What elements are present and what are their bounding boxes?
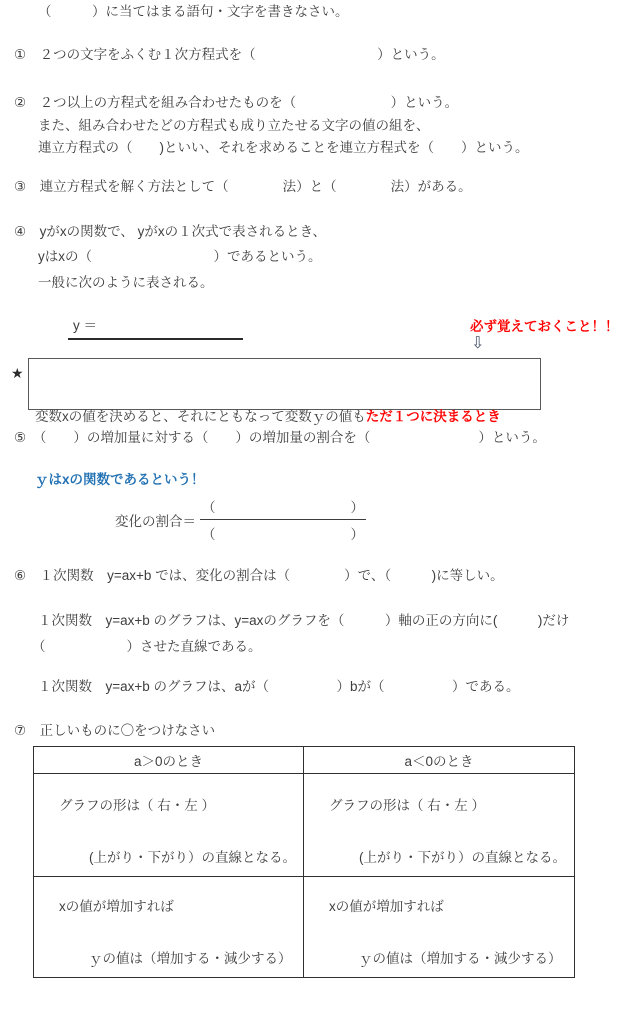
- cell-line: ｙの値は（増加する・減少する）: [89, 951, 292, 966]
- cell-line: ｙの値は（増加する・減少する）: [359, 951, 562, 966]
- question-4-line-1: ④ yがxの関数で、 yがxの１次式で表されるとき、: [14, 224, 327, 239]
- table-header-row: [34, 747, 575, 774]
- rate-of-change-label: 変化の割合＝: [115, 513, 196, 529]
- fraction-denominator: （ ）: [202, 527, 364, 542]
- cell-y-behavior-negative: [304, 877, 575, 978]
- intro-line: （ ）に当てはまる語句・文字を書きなさい。: [38, 4, 349, 19]
- question-7: ⑦ 正しいものに〇をつけなさい: [14, 723, 216, 738]
- question-5: ⑤ （ ）の増加量に対する（ ）の増加量の割合を（ ）という。: [14, 430, 546, 445]
- question-6-line-4: １次関数 y=ax+b のグラフは、aが（ ）bが（ ）である。: [38, 679, 520, 694]
- header-a-positive: a＞0のとき: [34, 747, 304, 774]
- star-icon: ★: [11, 365, 24, 381]
- question-1: ① ２つの文字をふくむ１次方程式を（ ）という。: [14, 47, 445, 62]
- cell-line: グラフの形は（ 右・左 ）: [329, 798, 486, 813]
- table-row-graph-shape: [34, 774, 575, 877]
- function-definition-line-2: ｙはxの関数であるという！: [35, 472, 205, 487]
- answer-table: [33, 746, 575, 978]
- question-4-line-2: yはxの（ ）であるという。: [38, 249, 322, 264]
- must-memorize-note: 必ず覚えておくこと！！: [470, 319, 619, 334]
- question-2-line-2: また、組み合わせたどの方程式も成り立たせる文字の値の組を、: [38, 118, 430, 133]
- question-6-line-3: （ ）させた直線である。: [32, 639, 262, 654]
- formula-y-label: y ＝: [73, 318, 98, 333]
- question-2-line-1: ② ２つ以上の方程式を組み合わせたものを（ ）という。: [14, 95, 459, 110]
- rate-of-change-formula: [115, 496, 366, 543]
- down-arrow-icon: ⇩: [471, 335, 485, 352]
- question-3: ③ 連立方程式を解く方法として（ 法）と（ 法）がある。: [14, 179, 472, 194]
- rate-of-change-fraction: [200, 496, 366, 543]
- cell-y-behavior-positive: [34, 877, 304, 978]
- table-row-y-behavior: [34, 877, 575, 978]
- question-4-line-3: 一般に次のように表される。: [38, 275, 214, 290]
- cell-line: xの値が増加すれば: [59, 899, 174, 914]
- cell-line: グラフの形は（ 右・左 ）: [59, 798, 216, 813]
- cell-line: xの値が増加すれば: [329, 899, 444, 914]
- cell-line: (上がり・下がり）の直線となる。: [89, 850, 297, 865]
- header-a-negative: a＜0のとき: [304, 747, 575, 774]
- function-definition-line-1: [35, 406, 534, 427]
- definition-black-part: 変数xの値を決めると、それにともなって変数ｙの値も: [35, 409, 366, 424]
- question-2-line-3: 連立方程式の（ )といい、それを求めることを連立方程式を（ ）という。: [38, 140, 529, 155]
- definition-red-part: ただ１つに決まるとき: [365, 409, 501, 424]
- fraction-numerator: （ ）: [200, 496, 366, 520]
- cell-graph-shape-positive: [34, 774, 304, 877]
- cell-graph-shape-negative: [304, 774, 575, 877]
- question-6-line-1: ⑥ １次関数 y=ax+b では、変化の割合は（ ）で、（ )に等しい。: [14, 568, 504, 583]
- question-6-line-2: １次関数 y=ax+b のグラフは、y=axのグラフを（ ）軸の正の方向に( )だけ: [38, 613, 570, 628]
- cell-line: (上がり・下がり）の直線となる。: [359, 850, 567, 865]
- formula-y-blank: [68, 314, 243, 340]
